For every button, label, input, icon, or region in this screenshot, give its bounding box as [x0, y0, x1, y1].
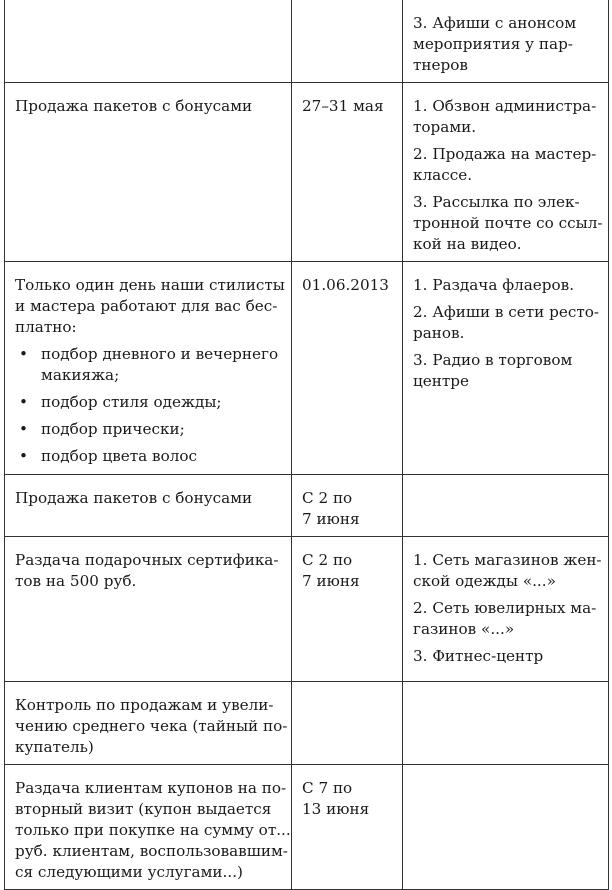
bullet-text-line: подбор прически; [41, 420, 185, 438]
bullet-icon: • [19, 393, 28, 411]
cell-text-line: Раздача клиентам купонов на по- [15, 779, 287, 797]
table-cell-col1 [5, 83, 292, 262]
cell-text-line: Продажа пакетов с бонусами [15, 489, 253, 507]
cell-paragraph [413, 598, 602, 640]
bullet-item [15, 419, 285, 440]
cell-text-line: С 7 по [302, 779, 353, 797]
cell-paragraph [302, 778, 396, 820]
table-row [5, 765, 609, 890]
table-cell-col3 [403, 83, 609, 262]
cell-text-line: ранов. [413, 324, 465, 342]
cell-paragraph [413, 192, 602, 255]
cell-paragraph [413, 144, 602, 186]
cell-text-line: классе. [413, 166, 473, 184]
cell-paragraph [413, 13, 602, 76]
bullet-text-line: подбор стиля одежды; [41, 393, 222, 411]
bullet-icon: • [19, 447, 28, 465]
cell-text-line: 3. Фитнес-центр [413, 647, 544, 665]
cell-paragraph [413, 96, 602, 138]
cell-text-line: Раздача подарочных сертифика- [15, 551, 279, 569]
cell-paragraph [302, 275, 396, 296]
cell-text-line: мероприятия у пар- [413, 35, 573, 53]
table-row [5, 537, 609, 682]
cell-text-line: тнеров [413, 56, 468, 74]
bullet-icon: • [19, 345, 28, 363]
cell-paragraph [302, 488, 396, 530]
cell-text-line: 3. Рассылка по элек- [413, 193, 580, 211]
table-cell-col1 [5, 475, 292, 537]
cell-text-line: 3. Афиши с анонсом [413, 14, 577, 32]
cell-paragraph [413, 302, 602, 344]
cell-text-line: Только один день наши стилисты [15, 276, 285, 294]
cell-text-line: вторный визит (купон выдается [15, 800, 272, 818]
cell-text-line: 3. Радио в торговом [413, 351, 573, 369]
cell-text-line: 7 июня [302, 510, 360, 528]
bullet-text-line: подбор дневного и вечернего [41, 345, 279, 363]
table-row [5, 0, 609, 83]
table-cell-col1 [5, 262, 292, 475]
cell-text-line: 2. Продажа на мастер- [413, 145, 597, 163]
cell-paragraph [15, 488, 285, 509]
table-cell-col3 [403, 262, 609, 475]
cell-text-line: платно: [15, 318, 77, 336]
bullet-item [15, 446, 285, 467]
cell-paragraph [15, 96, 285, 117]
schedule-table [4, 0, 609, 890]
cell-text-line: Продажа пакетов с бонусами [15, 97, 253, 115]
cell-text-line: тов на 500 руб. [15, 572, 137, 590]
cell-paragraph [15, 275, 285, 338]
cell-paragraph [413, 646, 602, 667]
cell-text-line: 2. Афиши в сети ресто- [413, 303, 600, 321]
cell-paragraph [15, 550, 285, 592]
cell-text-line: и мастера работают для вас бес- [15, 297, 278, 315]
table-cell-col1 [5, 537, 292, 682]
cell-text-line: только при покупке на сумму от... [15, 821, 291, 839]
cell-paragraph [15, 695, 288, 758]
cell-text-line: тронной почте со ссыл- [413, 214, 603, 232]
cell-text-line: чению среднего чека (тайный по- [15, 717, 288, 735]
cell-text-line: 13 июня [302, 800, 370, 818]
cell-text-line: 7 июня [302, 572, 360, 590]
cell-text-line: 1. Обзвон администра- [413, 97, 597, 115]
cell-paragraph [413, 550, 602, 592]
table-cell-col1 [5, 0, 292, 83]
table-cell-col3 [403, 0, 609, 83]
bullet-text-line: макияжа; [41, 366, 120, 384]
cell-text-line: купатель) [15, 738, 94, 756]
cell-paragraph [413, 275, 602, 296]
table-cell-col1 [5, 765, 292, 890]
cell-text-line: ской одежды «...» [413, 572, 556, 590]
cell-text-line: 2. Сеть ювелирных ма- [413, 599, 597, 617]
cell-text-line: С 2 по [302, 489, 353, 507]
table-cell-col3 [403, 765, 609, 890]
table-cell-col2 [292, 475, 403, 537]
cell-paragraph [413, 350, 602, 392]
table-cell-col1 [5, 682, 292, 765]
table-cell-col3 [403, 682, 609, 765]
cell-text-line: 1. Раздача флаеров. [413, 276, 575, 294]
table-cell-col3 [403, 537, 609, 682]
cell-text-line: руб. клиентам, воспользовавшим- [15, 842, 288, 860]
table-cell-col2 [292, 262, 403, 475]
cell-text-line: С 2 по [302, 551, 353, 569]
cell-paragraph [302, 96, 396, 117]
cell-text-line: центре [413, 372, 469, 390]
table-cell-col2 [292, 0, 403, 83]
table-cell-col2 [292, 537, 403, 682]
table-row [5, 682, 609, 765]
bullet-list [15, 344, 285, 467]
cell-text-line: 01.06.2013 [302, 276, 389, 294]
bullet-item [15, 392, 285, 413]
table-row [5, 83, 609, 262]
cell-text-line: газинов «...» [413, 620, 515, 638]
cell-text-line: 1. Сеть магазинов жен- [413, 551, 602, 569]
table-cell-col2 [292, 83, 403, 262]
table-row [5, 262, 609, 475]
table-cell-col3 [403, 475, 609, 537]
table-row [5, 475, 609, 537]
cell-text-line: Контроль по продажам и увели- [15, 696, 274, 714]
table-cell-col2 [292, 765, 403, 890]
table-cell-col2 [292, 682, 403, 765]
cell-text-line: кой на видео. [413, 235, 522, 253]
cell-paragraph [302, 550, 396, 592]
cell-text-line: торами. [413, 118, 477, 136]
bullet-text-line: подбор цвета волос [41, 447, 198, 465]
table-body [5, 0, 609, 890]
cell-text-line: 27–31 мая [302, 97, 384, 115]
cell-paragraph [15, 778, 291, 883]
cell-text-line: ся следующими услугами...) [15, 863, 243, 881]
bullet-item [15, 344, 285, 386]
bullet-icon: • [19, 420, 28, 438]
